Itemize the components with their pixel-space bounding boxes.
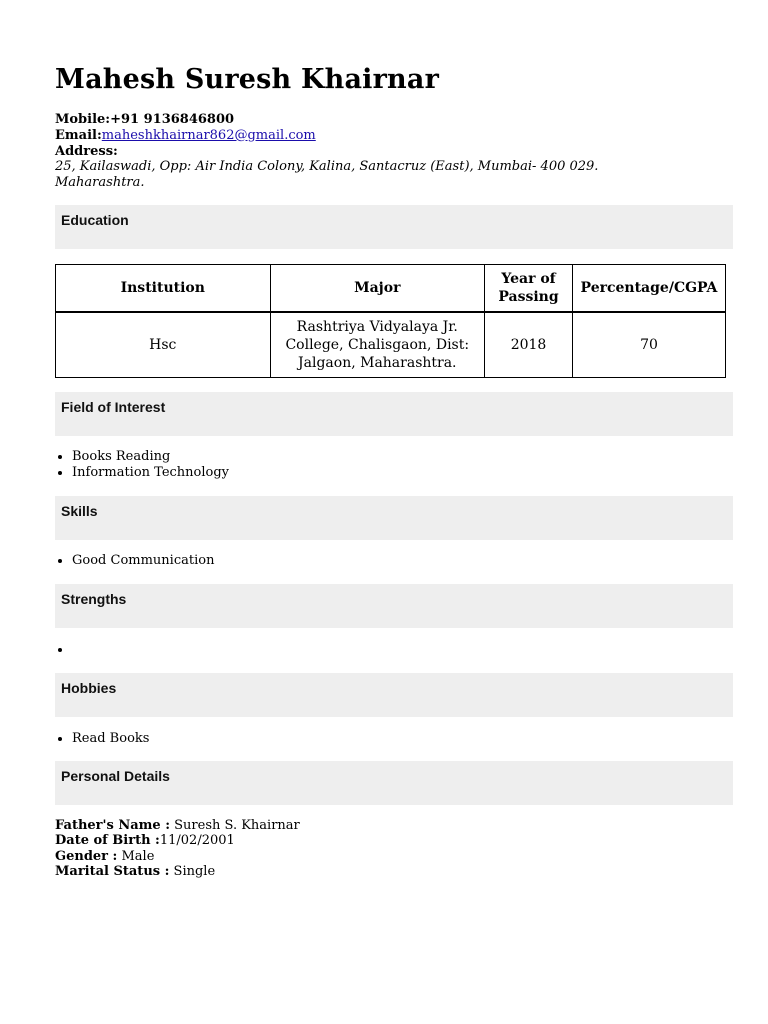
skills-list <box>55 553 214 569</box>
hobbies-list <box>55 731 149 747</box>
education-table-header-row <box>56 265 726 313</box>
personal-details <box>55 818 300 880</box>
email-link[interactable]: maheshkhairnar862@gmail.com <box>101 127 316 143</box>
list-item: • Books Reading <box>72 449 229 465</box>
header-institution: Institution <box>56 265 271 313</box>
section-header-skills <box>55 496 733 540</box>
section-title-strengths: Strengths <box>61 591 127 607</box>
email-label: Email: <box>55 127 102 143</box>
marital-status-line <box>55 864 300 879</box>
section-title-skills: Skills <box>61 503 98 519</box>
gender-line <box>55 849 300 864</box>
gender-value: Male <box>117 848 155 864</box>
father-name-line <box>55 818 300 833</box>
section-title-hobbies: Hobbies <box>61 680 117 696</box>
section-title-education: Education <box>61 212 129 228</box>
dob-line <box>55 833 300 848</box>
list-item <box>72 642 76 658</box>
mobile-value: +91 9136846800 <box>110 112 235 127</box>
candidate-name: Mahesh Suresh Khairnar <box>55 64 440 95</box>
address-line-2: Maharashtra. <box>55 175 145 191</box>
header-percentage: Percentage/CGPA <box>572 265 725 313</box>
section-header-hobbies <box>55 673 733 717</box>
dob-label: Date of Birth : <box>55 833 160 849</box>
interest-list <box>55 449 229 481</box>
list-item: • Good Communication <box>72 553 214 569</box>
section-header-strengths <box>55 584 733 628</box>
contact-block <box>55 112 733 191</box>
strengths-list <box>55 642 76 658</box>
cell-major: Rashtriya Vidyalaya Jr. College, Chalisgaon, Dist: Jalgaon, Maharashtra. <box>270 312 485 378</box>
email-line <box>55 128 733 144</box>
header-year-of-passing: Year of Passing <box>485 265 573 313</box>
mobile-label: Mobile: <box>55 112 111 127</box>
address-line-1: 25, Kailaswadi, Opp: Air India Colony, Kalina, Santacruz (East), Mumbai- 400 029. <box>55 159 599 175</box>
gender-label: Gender : <box>55 848 118 864</box>
marital-status-value: Single <box>169 864 216 880</box>
marital-status-label: Marital Status : <box>55 864 170 880</box>
father-name-label: Father's Name : <box>55 818 171 833</box>
dob-value: 11/02/2001 <box>159 833 235 849</box>
section-title-personal: Personal Details <box>61 768 170 784</box>
section-title-interest: Field of Interest <box>61 399 166 415</box>
cell-institution: Hsc <box>56 312 271 378</box>
cell-percentage: 70 <box>572 312 725 378</box>
table-row <box>56 312 726 378</box>
list-item: • Information Technology <box>72 465 229 481</box>
section-header-personal <box>55 761 733 805</box>
cell-year: 2018 <box>485 312 573 378</box>
mobile-line <box>55 112 733 128</box>
header-major: Major <box>270 265 485 313</box>
father-name-value: Suresh S. Khairnar <box>170 818 300 833</box>
list-item: • Read Books <box>72 731 149 747</box>
section-header-interest <box>55 392 733 436</box>
education-table <box>55 264 726 378</box>
address-label: Address: <box>55 143 118 159</box>
section-header-education <box>55 205 733 249</box>
